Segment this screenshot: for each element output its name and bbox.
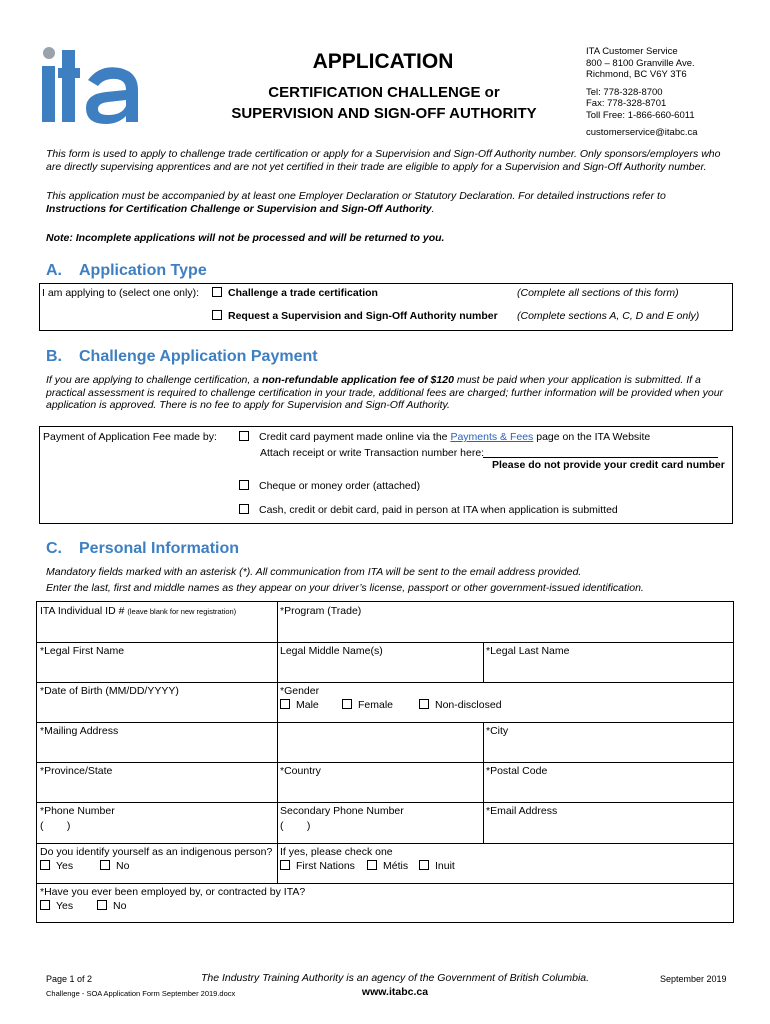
city-field[interactable]: *City: [486, 725, 509, 737]
application-type-prompt: I am applying to (select one only):: [42, 287, 199, 299]
secondary-phone-area-code[interactable]: ( ): [280, 820, 311, 832]
in-person-checkbox[interactable]: [239, 504, 249, 514]
payment-option-online[interactable]: Credit card payment made online via the Payments & Fees page on the ITA Website: [239, 431, 650, 443]
document-filename: Challenge - SOA Application Form September 2019.docx: [46, 989, 236, 998]
metis-option[interactable]: Métis: [367, 860, 408, 872]
contact-address2: Richmond, BC V6Y 3T6: [586, 69, 687, 80]
section-b-heading: B. Challenge Application Payment: [46, 348, 318, 365]
contact-email[interactable]: customerservice@itabc.ca: [586, 127, 698, 138]
secondary-phone-field[interactable]: Secondary Phone Number: [280, 805, 404, 817]
contact-tollfree: Toll Free: 1-866-660-6011: [586, 109, 695, 121]
form-subtitle: CERTIFICATION CHALLENGE or SUPERVISION AND SIGN-OFF AUTHORITY: [231, 84, 537, 122]
employed-no-option[interactable]: No: [97, 900, 126, 912]
contact-tel: Tel: 778-328-8700: [586, 86, 663, 98]
gender-nd-option[interactable]: Non-disclosed: [419, 699, 502, 711]
if-yes-label: If yes, please check one: [280, 846, 393, 858]
employed-yes-checkbox[interactable]: [40, 900, 50, 910]
gender-male-checkbox[interactable]: [280, 699, 290, 709]
contact-name: ITA Customer Service: [586, 46, 678, 57]
gender-female-checkbox[interactable]: [342, 699, 352, 709]
postal-code-field[interactable]: *Postal Code: [486, 765, 548, 777]
email-field[interactable]: *Email Address: [486, 805, 558, 817]
personal-info-table: [36, 601, 734, 923]
phone-area-code[interactable]: ( ): [40, 820, 71, 832]
payment-description: If you are applying to challenge certification, a non-refundable application fee of $120 must be paid when your application is submitted. If a practical assessment is required to challenge certification in your trade, additional fees are charged; further information will be provided when your application is approved. There is no fee to apply for Supervision and Sign-Off Authority.: [46, 374, 724, 411]
gender-nd-checkbox[interactable]: [419, 699, 429, 709]
country-field[interactable]: *Country: [280, 765, 321, 777]
middle-name-field[interactable]: Legal Middle Name(s): [280, 645, 383, 657]
inuit-option[interactable]: Inuit: [419, 860, 455, 872]
intro-note: Note: Incomplete applications will not be processed and will be returned to you.: [46, 232, 445, 244]
option-soa-note: (Complete sections A, C, D and E only): [517, 310, 700, 322]
contact-block: [586, 46, 698, 139]
option-soa[interactable]: Request a Supervision and Sign-Off Authority number: [212, 310, 498, 322]
first-nations-checkbox[interactable]: [280, 860, 290, 870]
employed-question: *Have you ever been employed by, or contracted by ITA?: [40, 886, 306, 898]
payment-option-cheque[interactable]: Cheque or money order (attached): [239, 480, 420, 492]
phone-field[interactable]: *Phone Number: [40, 805, 115, 817]
website-link[interactable]: www.itabc.ca: [361, 986, 429, 998]
intro-paragraph-1: This form is used to apply to challenge trade certification or apply for a Supervision and Sign-Off Authority number. Only sponsors/employers who are directly supervising apprentices and are not yet certified in their trade are eligible to apply for a Supervision and Sign-Off Authority number.: [46, 148, 721, 173]
payment-option-in-person[interactable]: Cash, credit or debit card, paid in person at ITA when application is submitted: [239, 504, 618, 516]
intro-paragraph-2: This application must be accompanied by at least one Employer Declaration or Statutory Declaration. For detailed instructions refer to Instructions for Certification Challenge or Supervision and Sign-Off Authority.: [46, 190, 666, 215]
gender-male-option[interactable]: Male: [280, 699, 319, 711]
challenge-checkbox[interactable]: [212, 287, 222, 297]
page-number: Page 1 of 2: [46, 974, 93, 984]
credit-card-warning: Please do not provide your credit card number: [492, 459, 725, 471]
dob-field[interactable]: *Date of Birth (MM/DD/YYYY): [40, 685, 179, 697]
section-a-heading: A. Application Type: [46, 262, 207, 279]
soa-checkbox[interactable]: [212, 310, 222, 320]
option-challenge[interactable]: Challenge a trade certification: [212, 287, 378, 299]
option-challenge-note: (Complete all sections of this form): [517, 287, 679, 299]
first-name-field[interactable]: *Legal First Name: [40, 645, 125, 657]
indigenous-yes-checkbox[interactable]: [40, 860, 50, 870]
form-title: APPLICATION: [312, 50, 454, 73]
province-field[interactable]: *Province/State: [40, 765, 113, 777]
first-nations-option[interactable]: First Nations: [280, 860, 355, 872]
payment-prompt: Payment of Application Fee made by:: [43, 431, 217, 443]
ita-logo: [40, 46, 152, 130]
program-field[interactable]: *Program (Trade): [280, 605, 362, 617]
section-c-heading: C. Personal Information: [46, 540, 240, 557]
metis-checkbox[interactable]: [367, 860, 377, 870]
employed-no-checkbox[interactable]: [97, 900, 107, 910]
indigenous-yes-option[interactable]: Yes: [40, 860, 73, 872]
employed-yes-option[interactable]: Yes: [40, 900, 73, 912]
agency-statement: The Industry Training Authority is an agency of the Government of British Columbia.: [200, 972, 590, 984]
indigenous-question: Do you identify yourself as an indigenous person?: [40, 846, 273, 858]
payments-fees-link[interactable]: Payments & Fees: [450, 431, 534, 443]
online-payment-checkbox[interactable]: [239, 431, 249, 441]
inuit-checkbox[interactable]: [419, 860, 429, 870]
form-date: September 2019: [660, 974, 727, 984]
ita-id-field[interactable]: ITA Individual ID # (leave blank for new registration): [40, 605, 237, 617]
contact-address1: 800 – 8100 Granville Ave.: [586, 57, 695, 69]
last-name-field[interactable]: *Legal Last Name: [486, 645, 570, 657]
contact-fax: Fax: 778-328-8701: [586, 98, 667, 109]
personal-info-note-1: Mandatory fields marked with an asterisk (*). All communication from ITA will be sent to the email address provided.: [46, 566, 582, 578]
attach-receipt-label: Attach receipt or write Transaction number here:: [260, 447, 485, 459]
cheque-checkbox[interactable]: [239, 480, 249, 490]
transaction-number-line[interactable]: [483, 457, 718, 458]
indigenous-no-option[interactable]: No: [100, 860, 129, 872]
gender-label: *Gender: [280, 685, 320, 697]
personal-info-note-2: Enter the last, first and middle names as they appear on your driver’s license, passport or other government-issued identification.: [46, 582, 644, 594]
indigenous-no-checkbox[interactable]: [100, 860, 110, 870]
mailing-address-field[interactable]: *Mailing Address: [40, 725, 119, 737]
gender-female-option[interactable]: Female: [342, 699, 393, 711]
